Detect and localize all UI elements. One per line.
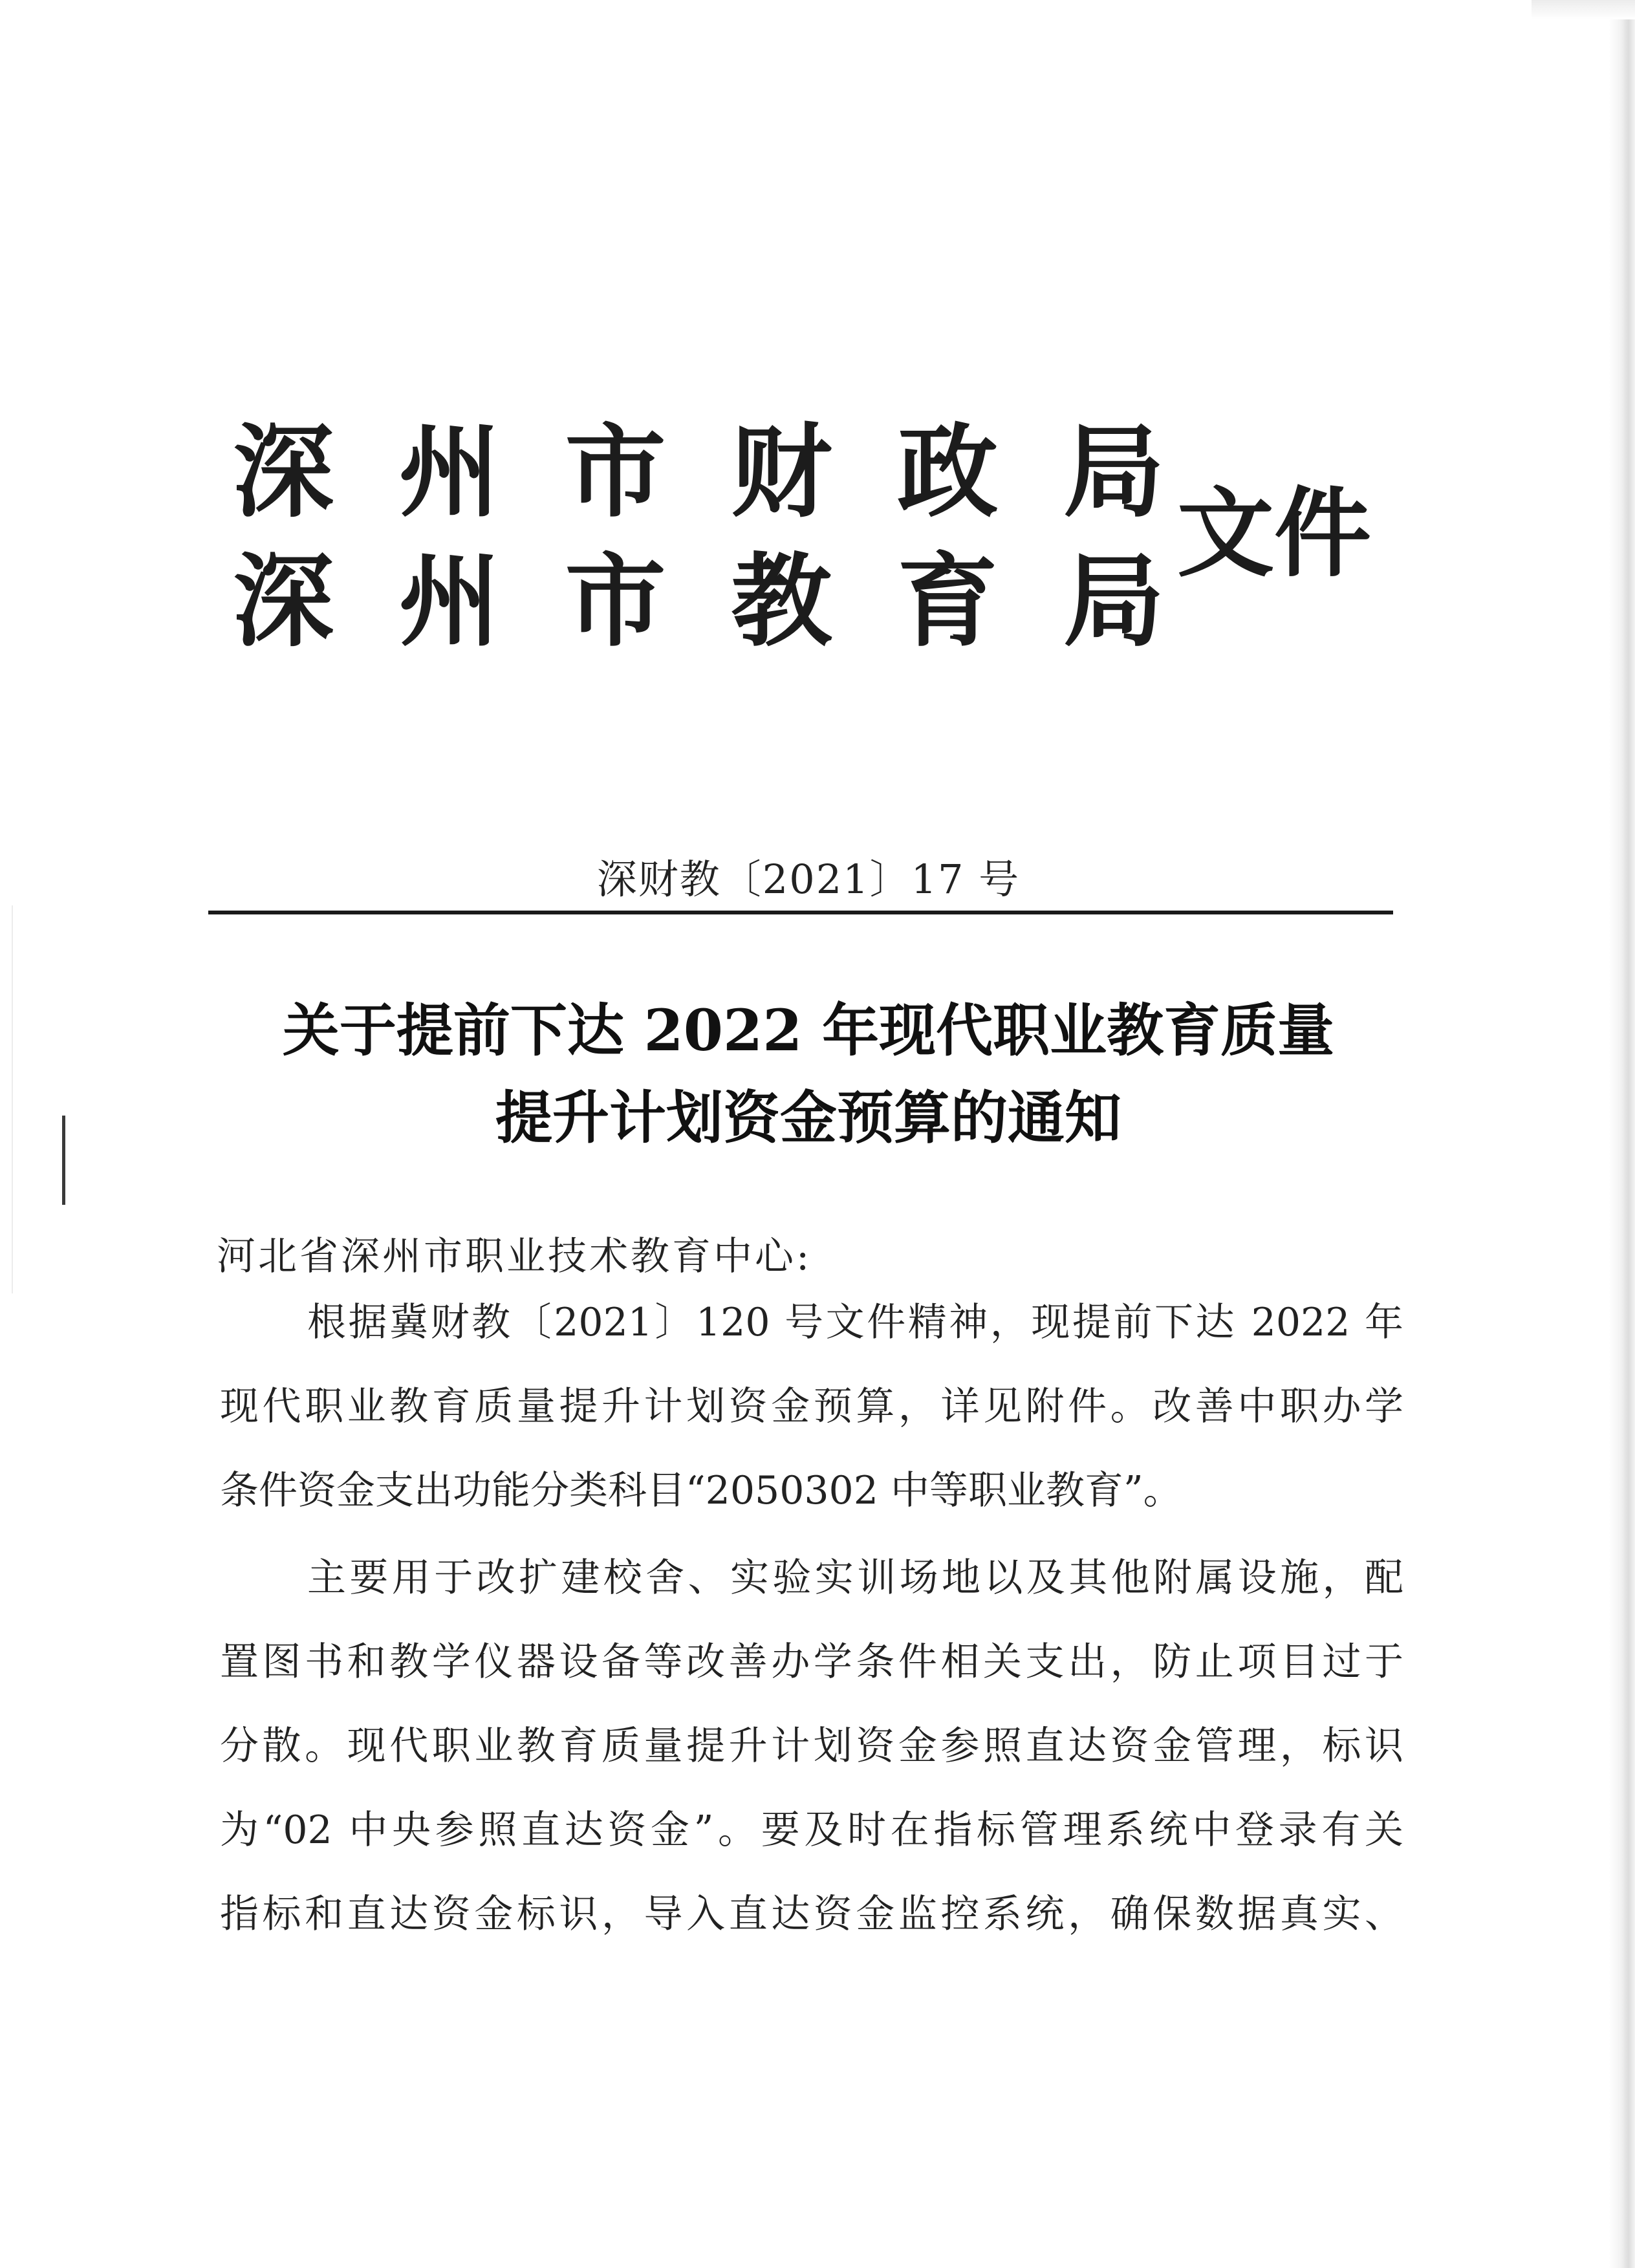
masthead-char: 州 [398, 413, 500, 531]
body-line: 为“02 中央参照直达资金”。要及时在指标管理系统中登录有关 [220, 1808, 1403, 1853]
body-line: 主要用于改扩建校舍、实验实训场地以及其他附属设施，配 [307, 1555, 1403, 1601]
body-line: 分散。现代职业教育质量提升计划资金参照直达资金管理，标识 [220, 1723, 1403, 1769]
salutation: 河北省深州市职业技术教育中心: [217, 1234, 812, 1279]
masthead-suffix: 文件 [1177, 477, 1372, 590]
masthead-char: 市 [565, 413, 666, 531]
body-line: 现代职业教育质量提升计划资金预算，详见附件。改善中职办学 [220, 1384, 1403, 1429]
masthead-char: 市 [565, 542, 666, 660]
masthead-char: 育 [897, 542, 999, 660]
page-corner-shadow [1532, 0, 1635, 19]
masthead-char: 深 [233, 542, 334, 660]
masthead-line-education-bureau [233, 543, 1164, 660]
masthead-char: 教 [731, 542, 832, 660]
document-title-line-1: 关于提前下达 2022 年现代职业教育质量 [282, 997, 1335, 1064]
masthead-char: 州 [398, 542, 500, 660]
body-line: 置图书和教学仪器设备等改善办学条件相关支出，防止项目过于 [220, 1639, 1403, 1685]
masthead-char: 局 [1063, 413, 1164, 531]
binding-shadow [12, 905, 13, 1293]
masthead-char: 局 [1063, 542, 1164, 660]
body-line: 指标和直达资金标识，导入直达资金监控系统，确保数据真实、 [220, 1892, 1403, 1937]
masthead-char: 政 [897, 413, 999, 531]
body-line: 根据冀财教〔2021〕120 号文件精神，现提前下达 2022 年 [307, 1300, 1403, 1345]
masthead-char: 财 [731, 413, 832, 531]
masthead-line-finance-bureau [233, 414, 1164, 530]
document-masthead [233, 414, 1397, 673]
document-number: 深财教〔2021〕17 号 [596, 856, 1021, 903]
masthead-char: 深 [233, 413, 334, 531]
binding-mark [62, 1116, 65, 1205]
document-title-line-2: 提升计划资金预算的通知 [495, 1084, 1121, 1151]
body-line: 条件资金支出功能分类科目“2050302 中等职业教育”。 [220, 1468, 1182, 1513]
page-edge-shadow [1609, 0, 1635, 2268]
masthead-divider [208, 911, 1393, 914]
